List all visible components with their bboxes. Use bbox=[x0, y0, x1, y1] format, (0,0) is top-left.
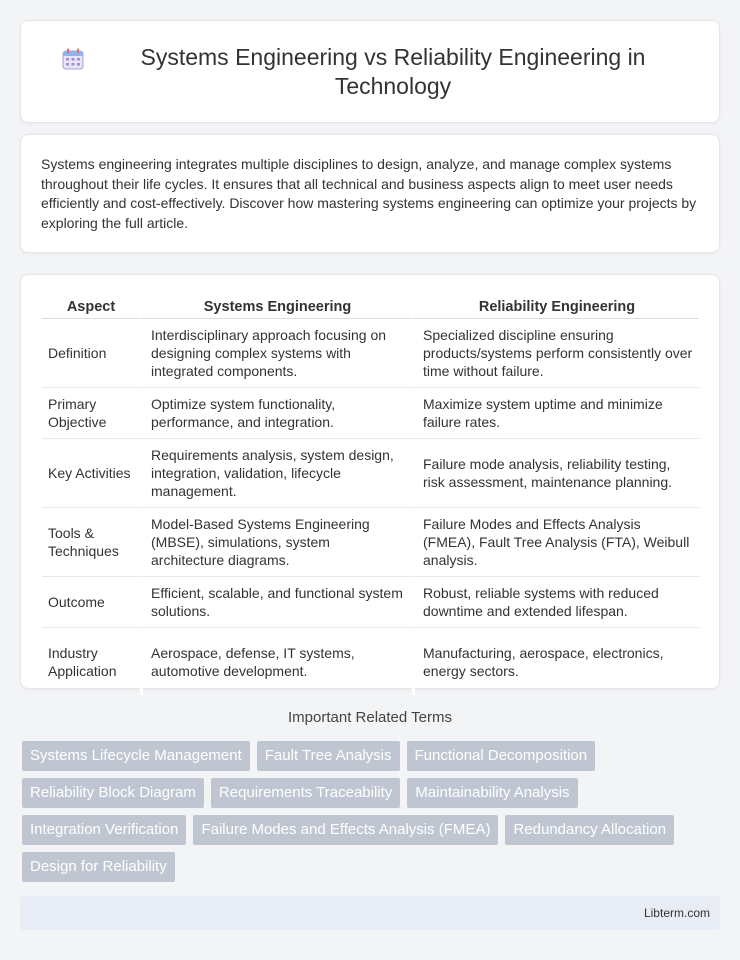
related-term-tag[interactable]: Functional Decomposition bbox=[407, 741, 596, 771]
reliability-cell: Maximize system uptime and minimize failure rates. bbox=[412, 388, 699, 439]
header-reliability-engineering: Reliability Engineering bbox=[412, 295, 699, 319]
table-row bbox=[42, 628, 699, 695]
title-card bbox=[20, 20, 720, 123]
header-aspect: Aspect bbox=[42, 295, 140, 319]
table-row bbox=[42, 319, 699, 388]
related-terms-heading: Important Related Terms bbox=[288, 709, 452, 726]
systems-cell: Efficient, scalable, and functional system solutions. bbox=[140, 577, 412, 628]
related-term-tag[interactable]: Redundancy Allocation bbox=[505, 815, 674, 845]
related-term-tag[interactable]: Requirements Traceability bbox=[211, 778, 400, 808]
footer bbox=[20, 896, 720, 930]
aspect-cell: Outcome bbox=[42, 577, 140, 628]
intro-card bbox=[20, 134, 720, 253]
related-term-tag[interactable]: Fault Tree Analysis bbox=[257, 741, 400, 771]
page-title: Systems Engineering vs Reliability Engineering in Technology bbox=[140, 43, 646, 99]
calendar-icon bbox=[61, 47, 85, 71]
aspect-cell: Key Activities bbox=[42, 439, 140, 508]
related-term-tag[interactable]: Systems Lifecycle Management bbox=[22, 741, 250, 771]
comparison-table bbox=[42, 295, 699, 695]
table-row bbox=[42, 388, 699, 439]
reliability-cell: Failure mode analysis, reliability testing, risk assessment, maintenance planning. bbox=[412, 439, 699, 508]
reliability-cell: Robust, reliable systems with reduced downtime and extended lifespan. bbox=[412, 577, 699, 628]
table-row bbox=[42, 508, 699, 577]
table-row bbox=[42, 439, 699, 508]
related-term-tag[interactable]: Maintainability Analysis bbox=[407, 778, 577, 808]
reliability-cell: Specialized discipline ensuring products/systems perform consistently over time without failure. bbox=[412, 319, 699, 388]
systems-cell: Optimize system functionality, performance, and integration. bbox=[140, 388, 412, 439]
aspect-cell: Definition bbox=[42, 319, 140, 388]
footer-brand-link[interactable]: Libterm.com bbox=[643, 906, 710, 920]
table-row bbox=[42, 577, 699, 628]
systems-cell: Requirements analysis, system design, integration, validation, lifecycle management. bbox=[140, 439, 412, 508]
related-term-tag[interactable]: Failure Modes and Effects Analysis (FMEA) bbox=[193, 815, 498, 845]
table-header-row bbox=[42, 295, 699, 319]
reliability-cell: Manufacturing, aerospace, electronics, energy sectors. bbox=[412, 628, 699, 695]
systems-cell: Aerospace, defense, IT systems, automotive development. bbox=[140, 628, 412, 695]
systems-cell: Model-Based Systems Engineering (MBSE), simulations, system architecture diagrams. bbox=[140, 508, 412, 577]
related-term-tag[interactable]: Design for Reliability bbox=[22, 852, 175, 882]
aspect-cell: Industry Application bbox=[48, 644, 117, 679]
aspect-cell: Tools & Techniques bbox=[42, 508, 140, 577]
related-term-tag[interactable]: Reliability Block Diagram bbox=[22, 778, 204, 808]
systems-cell: Interdisciplinary approach focusing on designing complex systems with integrated components. bbox=[140, 319, 412, 388]
related-term-tag[interactable]: Integration Verification bbox=[22, 815, 186, 845]
header-systems-engineering: Systems Engineering bbox=[140, 295, 412, 319]
reliability-cell: Failure Modes and Effects Analysis (FMEA), Fault Tree Analysis (FTA), Weibull analysis. bbox=[412, 508, 699, 577]
comparison-card bbox=[20, 274, 720, 689]
aspect-cell: Primary Objective bbox=[42, 388, 140, 439]
intro-paragraph: Systems engineering integrates multiple disciplines to design, analyze, and manage complex systems throughout their life cycles. It ensures that all technical and business aspects align to meet user needs efficiently and cost-effectively. Discover how mastering systems engineering can optimize your projects by exploring the full article. bbox=[41, 156, 697, 231]
related-terms-list bbox=[22, 741, 722, 889]
